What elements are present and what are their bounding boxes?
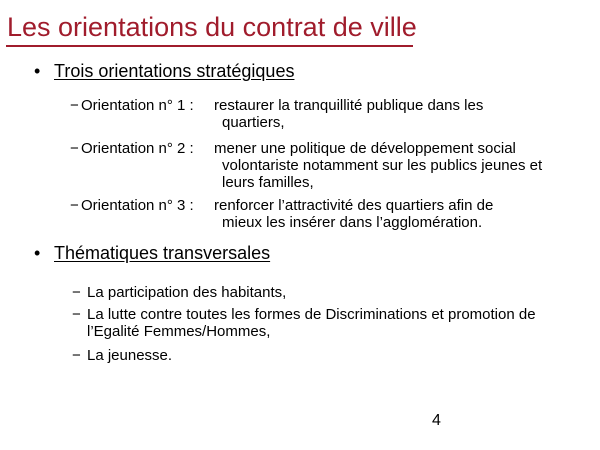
orientation-text-3: renforcer l’attractivité des quartiers afin de mieux les insérer dans l’agglomération. — [214, 197, 494, 231]
section-heading-label: Trois orientations stratégiques — [54, 61, 295, 81]
orientation-label: Orientation n° 3 : — [81, 197, 194, 214]
dash-icon: − — [70, 197, 79, 214]
orientation-label: Orientation n° 1 : — [81, 97, 194, 114]
orientation-text-2: mener une politique de développement social volontariste notamment sur les publics jeunes et leurs familles, — [214, 140, 543, 191]
thematique-text: La participation des habitants, — [87, 284, 287, 301]
section-heading-orientations — [34, 60, 294, 82]
orientation-label: Orientation n° 2 : — [81, 140, 194, 157]
thematique-text: La jeunesse. — [87, 347, 173, 364]
bullet-icon: • — [34, 61, 41, 81]
section-heading-thematiques — [34, 242, 270, 264]
dash-icon: − — [70, 140, 79, 157]
section-heading-label: Thématiques transversales — [54, 243, 271, 263]
slide-title: Les orientations du contrat de ville — [7, 12, 417, 42]
page-number: 4 — [432, 412, 441, 429]
dash-icon: − — [72, 284, 81, 301]
title-underline — [6, 45, 413, 47]
orientation-text-1: restaurer la tranquillité publique dans les quartiers, — [214, 97, 484, 131]
bullet-icon: • — [34, 243, 41, 263]
thematique-text: La lutte contre toutes les formes de Discriminations et promotion de l’Egalité Femmes/Hommes, — [87, 306, 536, 340]
dash-icon: − — [72, 306, 81, 323]
dash-icon: − — [70, 97, 79, 114]
dash-icon: − — [72, 347, 81, 364]
